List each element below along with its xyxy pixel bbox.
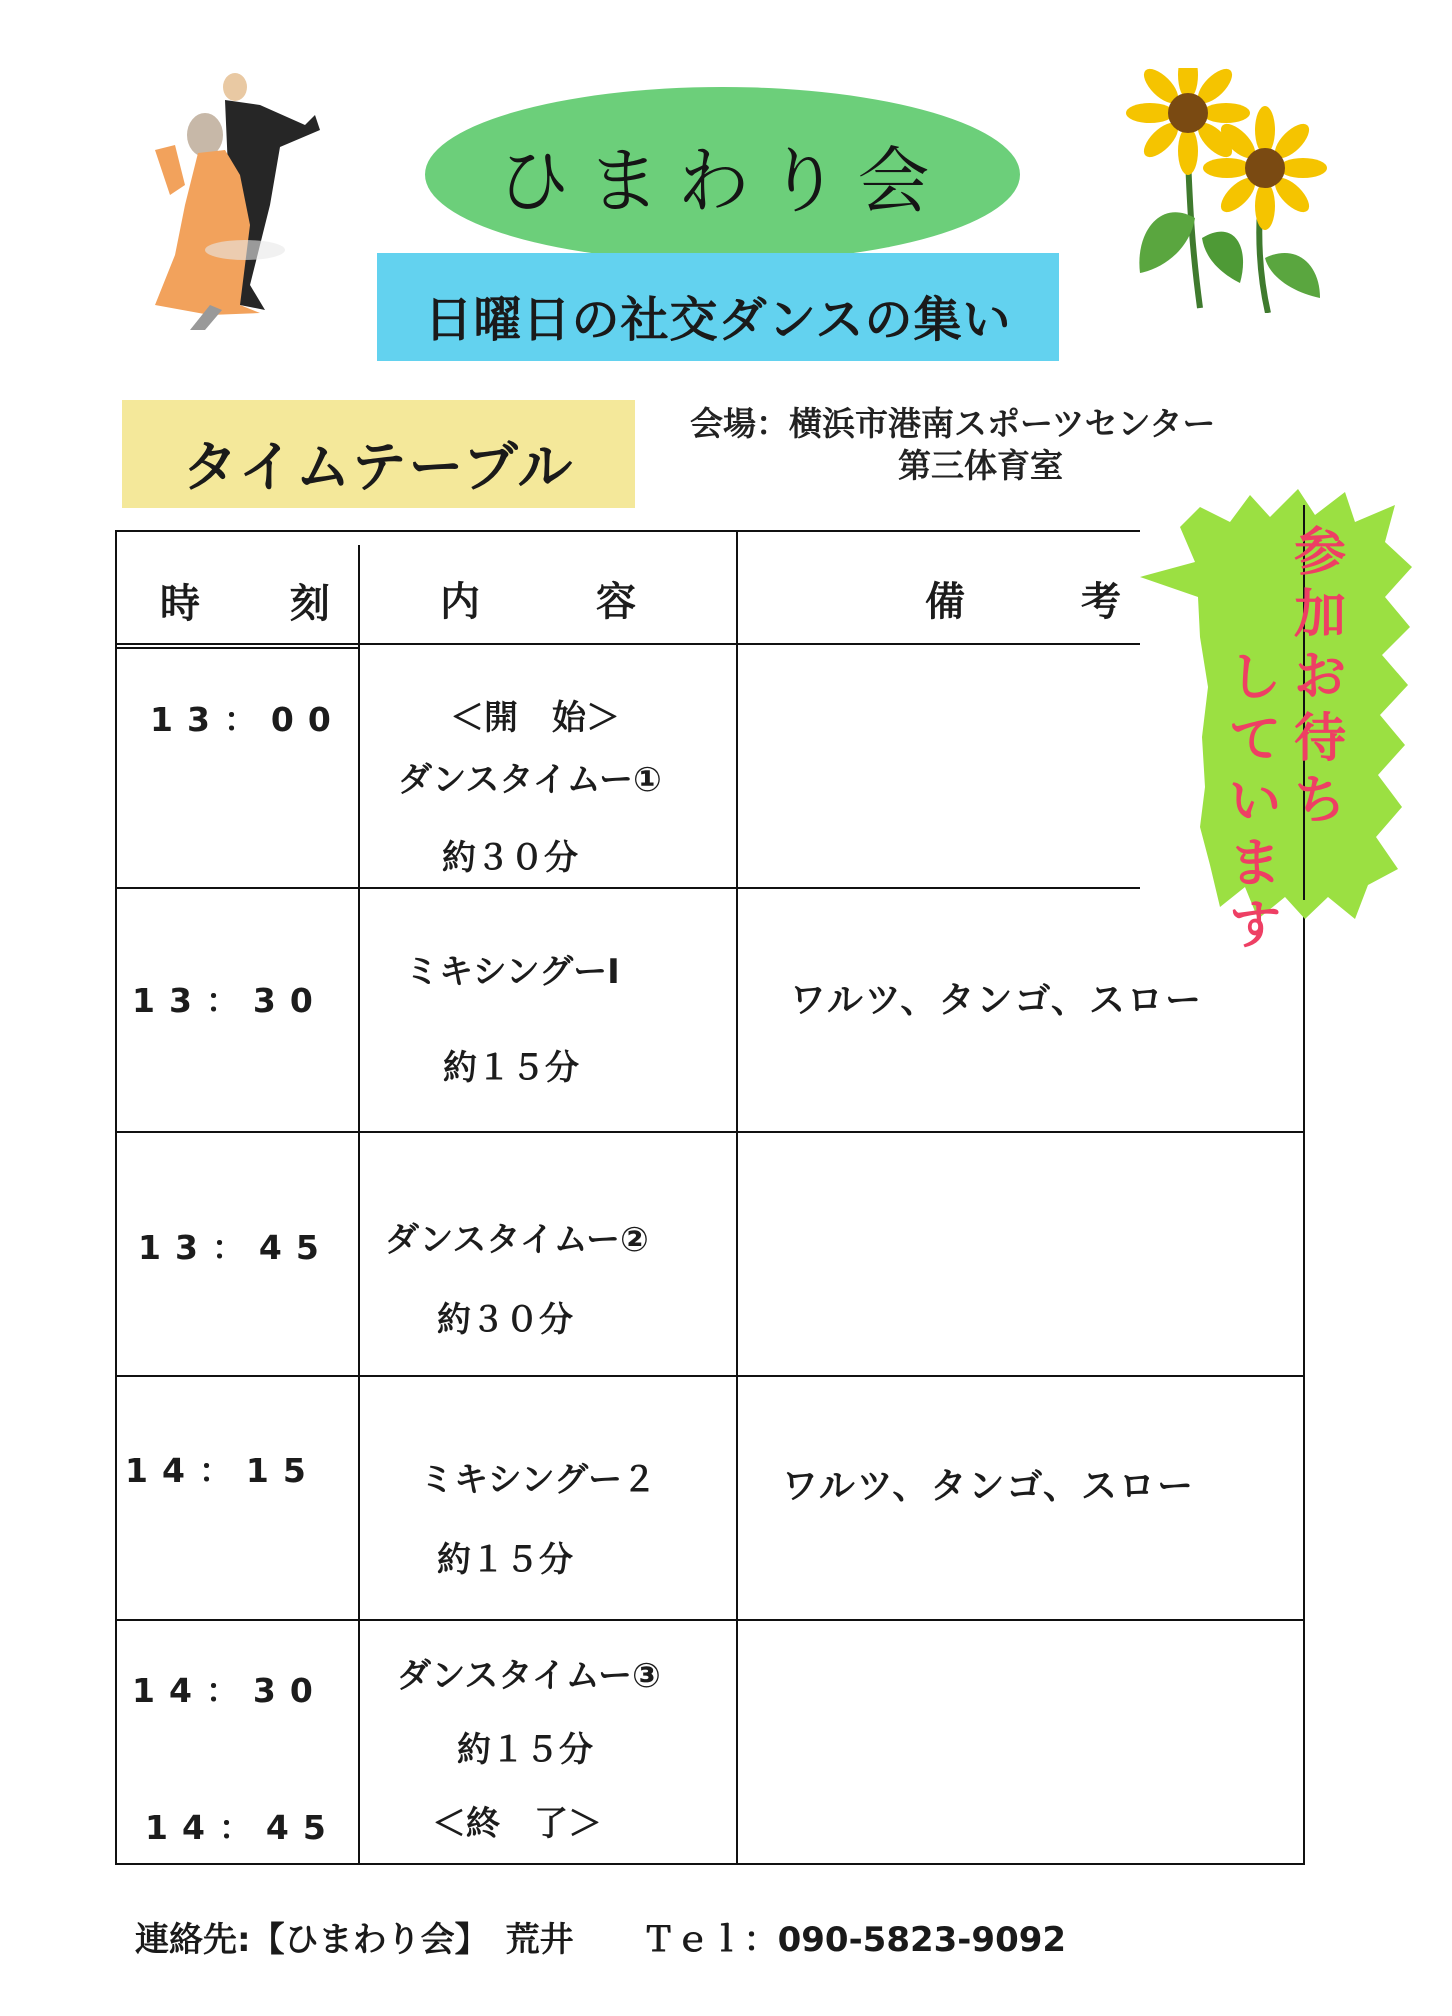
- row-content-line: ＜終 了＞: [432, 1804, 602, 1844]
- row-content-line: 約１５分: [443, 1048, 579, 1088]
- row-content-line: ダンスタイムー③: [397, 1656, 661, 1696]
- page-title: ひまわり会: [497, 138, 948, 223]
- row-time-end: 14：45: [145, 1808, 340, 1847]
- row-content-line: ミキシングー２: [420, 1460, 657, 1500]
- header-time: 時 刻: [160, 581, 368, 627]
- row-content-line: ミキシングーI: [405, 952, 620, 992]
- row-content-line: 約３０分: [437, 1300, 573, 1340]
- row-time: 13：30: [132, 981, 327, 1020]
- row-time: 14：30: [132, 1671, 327, 1710]
- ballroom-dancers-illustration: [130, 55, 350, 340]
- contact-info: 連絡先:【ひまわり会】 荒井 Ｔｅｌ：090-5823-9092: [135, 1920, 1067, 1960]
- row-time: 14：15: [125, 1451, 320, 1490]
- section-label: タイムテーブル: [182, 435, 575, 499]
- row-content-line: ダンスタイムー②: [385, 1220, 649, 1260]
- callout-col-1: 参 加 お 待 ち: [1293, 523, 1346, 831]
- callout-text: [1185, 522, 1385, 956]
- callout-col-2: し て い ま す: [1228, 648, 1281, 956]
- row-time: 13：45: [138, 1228, 333, 1267]
- venue-line-2: 第三体育室: [898, 446, 1063, 485]
- venue-line-1: 会場：横浜市港南スポーツセンター: [690, 404, 1216, 443]
- row-note: ワルツ、タンゴ、スロー: [790, 980, 1203, 1021]
- row-content-line: 約３０分: [442, 838, 578, 878]
- row-content-line: ＜開 始＞: [450, 698, 620, 738]
- row-note: ワルツ、タンゴ、スロー: [782, 1466, 1195, 1507]
- sunflower-illustration: [1120, 68, 1335, 313]
- row-time: 13：00: [150, 700, 345, 739]
- row-content-line: ダンスタイムー①: [398, 760, 662, 800]
- row-content-line: 約１５分: [437, 1540, 573, 1580]
- header-content: 内 容: [440, 579, 674, 625]
- header-notes: 備 考: [925, 579, 1159, 625]
- row-content-line: 約１５分: [457, 1730, 593, 1770]
- page-subtitle: 日曜日の社交ダンスの集い: [424, 292, 1012, 348]
